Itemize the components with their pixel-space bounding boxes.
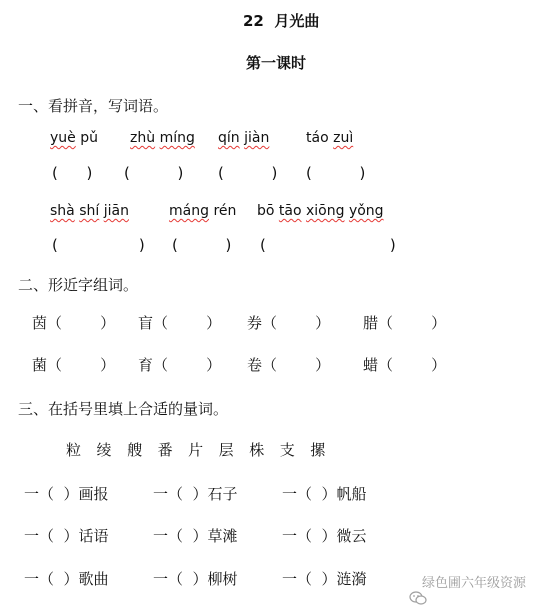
similar-char-item[interactable]: 卷（ ）: [247, 356, 331, 374]
measure-word-item[interactable]: 一（ ）话语: [24, 527, 109, 545]
similar-char-item[interactable]: 育（ ）: [138, 356, 222, 374]
watermark-text: 绿色圃六年级资源: [422, 576, 527, 591]
answer-blank[interactable]: ( ): [260, 236, 396, 254]
pinyin-item: yuè pǔ: [50, 130, 98, 146]
answer-blank[interactable]: ( ): [218, 164, 278, 182]
section3-heading: 三、在括号里填上合适的量词。: [18, 400, 229, 418]
page-subtitle: 第一课时: [246, 54, 307, 72]
similar-char-item[interactable]: 腊（ ）: [363, 314, 447, 332]
measure-word-item[interactable]: 一（ ）涟漪: [282, 570, 367, 588]
section2-heading: 二、形近字组词。: [18, 276, 139, 294]
similar-char-item[interactable]: 茵（ ）: [32, 314, 116, 332]
measure-word-item[interactable]: 一（ ）帆船: [282, 485, 367, 503]
pinyin-item: shà shí jiān: [50, 203, 129, 219]
answer-blank[interactable]: ( ): [52, 164, 93, 182]
similar-char-item[interactable]: 盲（ ）: [138, 314, 222, 332]
pinyin-item: bō tāo xiōng yǒng: [257, 203, 384, 219]
measure-word-item[interactable]: 一（ ）石子: [153, 485, 238, 503]
measure-word-item[interactable]: 一（ ）柳树: [153, 570, 238, 588]
page-title: 22 月光曲: [243, 12, 320, 30]
measure-word-item[interactable]: 一（ ）歌曲: [24, 570, 109, 588]
pinyin-item: qín jiàn: [218, 130, 270, 146]
measure-word-bank: 粒 绫 艘 番 片 层 株 支 摞: [66, 441, 328, 459]
answer-blank[interactable]: ( ): [306, 164, 366, 182]
pinyin-item: zhù míng: [130, 130, 195, 146]
measure-word-item[interactable]: 一（ ）微云: [282, 527, 367, 545]
measure-word-item[interactable]: 一（ ）草滩: [153, 527, 238, 545]
answer-blank[interactable]: ( ): [172, 236, 232, 254]
answer-blank[interactable]: ( ): [52, 236, 145, 254]
measure-word-item[interactable]: 一（ ）画报: [24, 485, 109, 503]
similar-char-item[interactable]: 券（ ）: [247, 314, 331, 332]
pinyin-item: máng rén: [169, 203, 237, 219]
pinyin-item: táo zuì: [306, 130, 354, 146]
similar-char-item[interactable]: 菌（ ）: [32, 356, 116, 374]
answer-blank[interactable]: ( ): [124, 164, 184, 182]
similar-char-item[interactable]: 蜡（ ）: [363, 356, 447, 374]
section1-heading: 一、看拼音，写词语。: [18, 97, 169, 115]
